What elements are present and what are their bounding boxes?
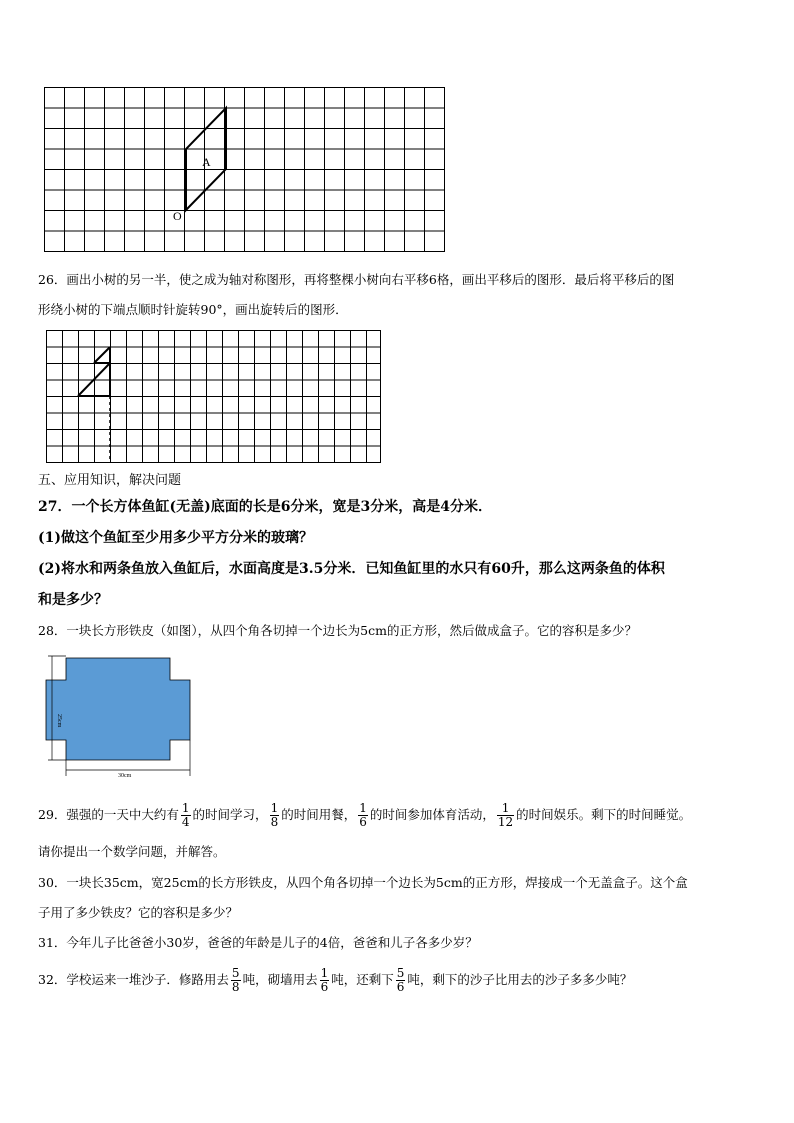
point-a-label: A bbox=[202, 155, 211, 169]
point-o-label: O bbox=[173, 209, 182, 223]
question-27-sub2-line1: (2)将水和两条鱼放入鱼缸后，水面高度是3.5分米．已知鱼缸里的水只有60升，那么这两条鱼的体积 bbox=[38, 561, 665, 577]
width-dimension-label: 30cm bbox=[118, 773, 132, 779]
question-31-text: 31．今年儿子比爸爸小30岁，爸爸的年龄是儿子的4倍，爸爸和儿子各多少岁？ bbox=[38, 935, 478, 950]
grid-figure-tree bbox=[46, 330, 382, 464]
question-27-sub1: (1)做这个鱼缸至少用多少平方分米的玻璃？ bbox=[38, 530, 313, 546]
question-29-line1: 29．强强的一天中大约有 $\frac{1}{4}$ 的时间学习， $\frac{1}{8}$ 的时间用餐， $\frac{1}{6}$ 的时间参加体育活动， $\frac{1}{12}$ 的时间娱乐。剩下的时间睡觉。 bbox=[38, 801, 692, 829]
sheet-body bbox=[46, 658, 190, 760]
fraction-one-sixth: $\frac{1}{6}$ bbox=[320, 966, 329, 994]
question-27-sub2-line2: 和是多少？ bbox=[38, 592, 108, 608]
question-32-text: 32．学校运来一堆沙子．修路用去 $\frac{5}{8}$ 吨，砌墙用去 $\frac{1}{6}$ 吨，还剩下 $\frac{5}{6}$ 吨，剩下的沙子比用去的沙子多多少吨？ bbox=[38, 966, 633, 994]
fraction-five-sixths: $\frac{5}{6}$ bbox=[396, 966, 405, 994]
section-title: 五、应用知识，解决问题 bbox=[38, 473, 182, 488]
question-30-line1: 30．一块长35cm，宽25cm的长方形铁皮，从四个角各切掉一个边长为5cm的正方形，焊接成一个无盖盒子。这个盒 bbox=[38, 875, 688, 890]
fraction-sixth: $\frac{1}{6}$ bbox=[359, 801, 367, 829]
question-27-line1: 27．一个长方体鱼缸(无盖)底面的长是6分米，宽是3分米，高是4分米． bbox=[38, 499, 492, 515]
height-dimension-label: 25cm bbox=[56, 714, 62, 728]
question-28-text: 28．一块长方形铁皮（如图），从四个角各切掉一个边长为5cm的正方形，然后做成盒子。它的容积是多少？ bbox=[38, 623, 637, 638]
sheet-figure bbox=[44, 652, 196, 780]
grid-figure-parallelogram bbox=[44, 87, 446, 253]
question-30-line2: 子用了多少铁皮？它的容积是多少？ bbox=[38, 905, 239, 920]
fraction-quarter: $\frac{1}{4}$ bbox=[181, 801, 190, 829]
fraction-twelfth: $\frac{1}{12}$ bbox=[497, 801, 514, 829]
fraction-five-eighths: $\frac{5}{8}$ bbox=[231, 966, 240, 994]
question-29-line2: 请你提出一个数学问题，并解答。 bbox=[38, 844, 226, 859]
question-26-line1: 26．画出小树的另一半，使之成为轴对称图形，再将整棵小树向右平移6格，画出平移后的图形．最后将平移后的图 bbox=[38, 272, 675, 287]
question-26-line2: 形绕小树的下端点顺时针旋转90°，画出旋转后的图形． bbox=[38, 302, 348, 317]
grid-lines bbox=[44, 87, 445, 252]
fraction-eighth: $\frac{1}{8}$ bbox=[270, 801, 279, 829]
